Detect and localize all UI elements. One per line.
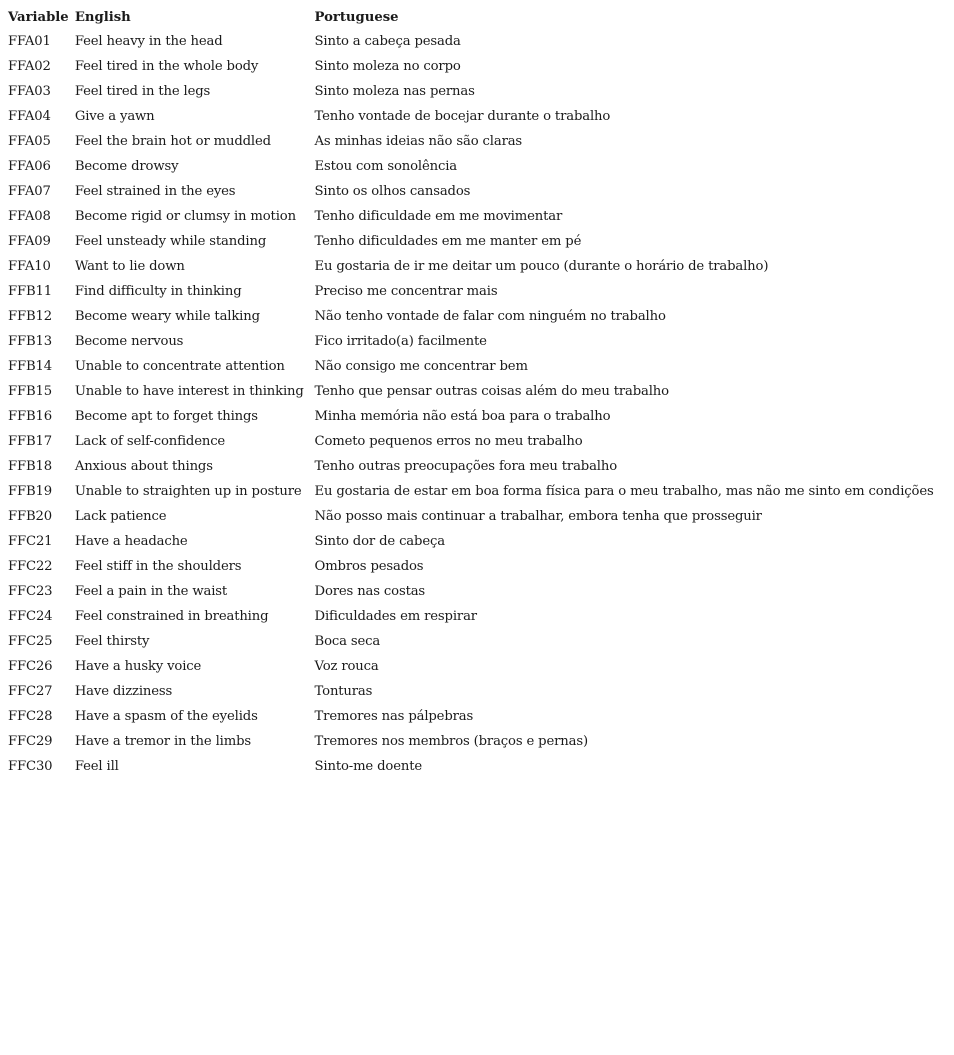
cell-variable: FFA04 bbox=[8, 109, 51, 124]
table-row bbox=[8, 254, 954, 279]
cell-portuguese: Tonturas bbox=[314, 684, 373, 699]
table-row bbox=[8, 279, 954, 304]
cell-english: Feel heavy in the head bbox=[74, 34, 223, 49]
cell-english: Become nervous bbox=[74, 334, 184, 349]
cell-portuguese: Eu gostaria de estar em boa forma física para o meu trabalho, mas não me sinto em condições bbox=[314, 484, 934, 499]
cell-english: Unable to concentrate attention bbox=[74, 359, 285, 374]
cell-english: Unable to straighten up in posture bbox=[74, 484, 302, 499]
table-body bbox=[8, 29, 954, 779]
cell-variable: FFB11 bbox=[8, 284, 53, 299]
cell-variable: FFA02 bbox=[8, 59, 51, 74]
cell-portuguese: Dores nas costas bbox=[314, 584, 426, 599]
cell-english: Feel strained in the eyes bbox=[74, 184, 236, 199]
cell-variable: FFA07 bbox=[8, 184, 51, 199]
cell-english: Have a tremor in the limbs bbox=[74, 734, 251, 749]
cell-english: Become weary while talking bbox=[74, 309, 260, 324]
table-row bbox=[8, 154, 954, 179]
table-row bbox=[8, 54, 954, 79]
cell-portuguese: Sinto moleza no corpo bbox=[314, 59, 461, 74]
cell-variable: FFB18 bbox=[8, 459, 53, 474]
table-row bbox=[8, 604, 954, 629]
cell-english: Feel thirsty bbox=[74, 634, 150, 649]
cell-variable: FFA06 bbox=[8, 159, 51, 174]
header-english: English bbox=[74, 10, 131, 25]
cell-english: Feel stiff in the shoulders bbox=[74, 559, 242, 574]
cell-portuguese: Voz rouca bbox=[314, 659, 379, 674]
table-row bbox=[8, 229, 954, 254]
cell-variable: FFB19 bbox=[8, 484, 53, 499]
table-row bbox=[8, 79, 954, 104]
table-row bbox=[8, 579, 954, 604]
table-row bbox=[8, 454, 954, 479]
header-row bbox=[8, 6, 954, 29]
table-row bbox=[8, 379, 954, 404]
cell-portuguese: Preciso me concentrar mais bbox=[314, 284, 498, 299]
cell-portuguese: Boca seca bbox=[314, 634, 381, 649]
cell-portuguese: Tenho que pensar outras coisas além do meu trabalho bbox=[314, 384, 669, 399]
cell-english: Have a husky voice bbox=[74, 659, 202, 674]
cell-english: Have a headache bbox=[74, 534, 188, 549]
cell-variable: FFA08 bbox=[8, 209, 51, 224]
cell-english: Unable to have interest in thinking bbox=[74, 384, 304, 399]
cell-portuguese: Sinto a cabeça pesada bbox=[314, 34, 461, 49]
cell-english: Give a yawn bbox=[74, 109, 155, 124]
cell-portuguese: Tenho vontade de bocejar durante o trabalho bbox=[314, 109, 611, 124]
table-row bbox=[8, 29, 954, 54]
cell-portuguese: Sinto-me doente bbox=[314, 759, 423, 774]
table-row bbox=[8, 504, 954, 529]
table-row bbox=[8, 479, 954, 504]
table-row bbox=[8, 754, 954, 779]
cell-variable: FFB13 bbox=[8, 334, 53, 349]
cell-variable: FFA09 bbox=[8, 234, 51, 249]
cell-variable: FFC27 bbox=[8, 684, 53, 699]
symptom-translation-table bbox=[8, 6, 954, 779]
cell-variable: FFB14 bbox=[8, 359, 53, 374]
table-row bbox=[8, 529, 954, 554]
cell-portuguese: Minha memória não está boa para o trabalho bbox=[314, 409, 611, 424]
cell-english: Want to lie down bbox=[74, 259, 185, 274]
cell-portuguese: Tremores nas pálpebras bbox=[314, 709, 474, 724]
table-row bbox=[8, 129, 954, 154]
cell-portuguese: As minhas ideias não são claras bbox=[314, 134, 523, 149]
cell-english: Feel ill bbox=[74, 759, 119, 774]
cell-variable: FFB15 bbox=[8, 384, 53, 399]
cell-portuguese: Não tenho vontade de falar com ninguém no trabalho bbox=[314, 309, 666, 324]
table-header bbox=[8, 6, 954, 29]
cell-portuguese: Sinto moleza nas pernas bbox=[314, 84, 475, 99]
cell-variable: FFA03 bbox=[8, 84, 51, 99]
cell-variable: FFC21 bbox=[8, 534, 53, 549]
cell-english: Lack patience bbox=[74, 509, 167, 524]
header-portuguese: Portuguese bbox=[314, 10, 399, 25]
cell-english: Lack of self-confidence bbox=[74, 434, 226, 449]
cell-portuguese: Ombros pesados bbox=[314, 559, 424, 574]
cell-english: Feel the brain hot or muddled bbox=[74, 134, 271, 149]
table-row bbox=[8, 679, 954, 704]
table-row bbox=[8, 554, 954, 579]
cell-english: Find difficulty in thinking bbox=[74, 284, 242, 299]
table-row bbox=[8, 729, 954, 754]
cell-portuguese: Dificuldades em respirar bbox=[314, 609, 477, 624]
cell-english: Become apt to forget things bbox=[74, 409, 258, 424]
cell-variable: FFA10 bbox=[8, 259, 51, 274]
cell-english: Feel unsteady while standing bbox=[74, 234, 267, 249]
table-row bbox=[8, 204, 954, 229]
cell-english: Feel constrained in breathing bbox=[74, 609, 269, 624]
cell-variable: FFC25 bbox=[8, 634, 53, 649]
cell-variable: FFC29 bbox=[8, 734, 53, 749]
cell-english: Feel tired in the legs bbox=[74, 84, 211, 99]
cell-portuguese: Sinto dor de cabeça bbox=[314, 534, 445, 549]
cell-english: Anxious about things bbox=[74, 459, 213, 474]
cell-variable: FFA01 bbox=[8, 34, 51, 49]
cell-english: Become drowsy bbox=[74, 159, 179, 174]
cell-variable: FFB12 bbox=[8, 309, 53, 324]
table-row bbox=[8, 704, 954, 729]
cell-variable: FFC23 bbox=[8, 584, 53, 599]
cell-variable: FFC30 bbox=[8, 759, 53, 774]
cell-variable: FFB20 bbox=[8, 509, 53, 524]
cell-portuguese: Não posso mais continuar a trabalhar, embora tenha que prosseguir bbox=[314, 509, 762, 524]
cell-portuguese: Eu gostaria de ir me deitar um pouco (durante o horário de trabalho) bbox=[314, 259, 769, 274]
table-row bbox=[8, 404, 954, 429]
cell-portuguese: Tenho outras preocupações fora meu trabalho bbox=[314, 459, 617, 474]
table-row bbox=[8, 329, 954, 354]
cell-variable: FFC24 bbox=[8, 609, 53, 624]
cell-variable: FFC26 bbox=[8, 659, 53, 674]
cell-english: Feel tired in the whole body bbox=[74, 59, 259, 74]
cell-english: Have dizziness bbox=[74, 684, 173, 699]
table-row bbox=[8, 654, 954, 679]
table-row bbox=[8, 354, 954, 379]
table-row bbox=[8, 304, 954, 329]
cell-variable: FFC22 bbox=[8, 559, 53, 574]
table-row bbox=[8, 429, 954, 454]
cell-variable: FFB17 bbox=[8, 434, 53, 449]
cell-portuguese: Sinto os olhos cansados bbox=[314, 184, 471, 199]
cell-portuguese: Não consigo me concentrar bem bbox=[314, 359, 528, 374]
cell-variable: FFC28 bbox=[8, 709, 53, 724]
table-row bbox=[8, 629, 954, 654]
cell-english: Feel a pain in the waist bbox=[74, 584, 228, 599]
cell-portuguese: Tenho dificuldade em me movimentar bbox=[314, 209, 563, 224]
table-row bbox=[8, 179, 954, 204]
cell-variable: FFB16 bbox=[8, 409, 53, 424]
table-row bbox=[8, 104, 954, 129]
cell-english: Have a spasm of the eyelids bbox=[74, 709, 258, 724]
cell-portuguese: Fico irritado(a) facilmente bbox=[314, 334, 487, 349]
cell-portuguese: Tremores nos membros (braços e pernas) bbox=[314, 734, 588, 749]
header-variable: Variable bbox=[8, 10, 69, 25]
cell-portuguese: Tenho dificuldades em me manter em pé bbox=[314, 234, 582, 249]
cell-variable: FFA05 bbox=[8, 134, 51, 149]
cell-portuguese: Estou com sonolência bbox=[314, 159, 457, 174]
cell-english: Become rigid or clumsy in motion bbox=[74, 209, 296, 224]
cell-portuguese: Cometo pequenos erros no meu trabalho bbox=[314, 434, 583, 449]
